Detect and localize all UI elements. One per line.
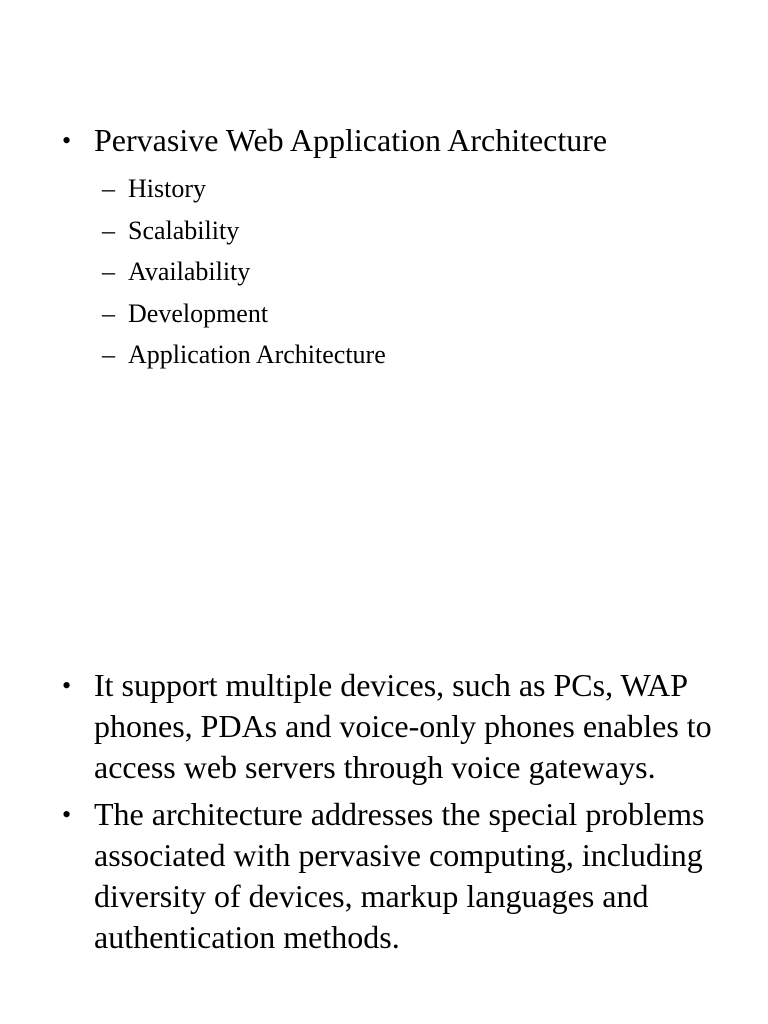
outline-sub-item-label: Development — [128, 298, 269, 328]
outline-sub-list — [0, 168, 768, 376]
dash-icon: – — [102, 257, 115, 286]
dash-icon: – — [102, 215, 115, 245]
description-section — [0, 665, 768, 958]
outline-heading: Pervasive Web Application Architecture — [94, 122, 608, 158]
bullet-icon: • — [62, 126, 72, 155]
outline-sub-item-label: Availability — [128, 257, 251, 286]
outline-sub-item-label: History — [128, 174, 206, 203]
outline-sub-item — [0, 293, 768, 335]
outline-sub-item-label: Application Architecture — [128, 340, 386, 369]
dash-icon: – — [102, 174, 115, 203]
outline-section — [0, 120, 768, 376]
dash-icon: – — [102, 340, 115, 369]
bullet-icon: • — [62, 671, 72, 700]
description-bullet-text: It support multiple devices, such as PCs, WAP phones, PDAs and voice-only phones enables to access web servers through voice gateways. — [94, 667, 712, 785]
outline-sub-item — [0, 210, 768, 252]
outline-heading-bullet — [0, 120, 714, 161]
outline-sub-item — [0, 168, 768, 210]
description-bullet-text: The architecture addresses the special problems associated with pervasive computing, including diversity of devices, markup languages and authentication methods. — [94, 796, 705, 955]
outline-sub-item — [0, 334, 768, 376]
bullet-icon: • — [62, 800, 72, 829]
dash-icon: – — [102, 298, 115, 328]
description-bullet — [0, 665, 714, 788]
description-bullet — [0, 794, 714, 958]
outline-sub-item-label: Scalability — [128, 215, 240, 245]
outline-sub-item — [0, 251, 768, 293]
